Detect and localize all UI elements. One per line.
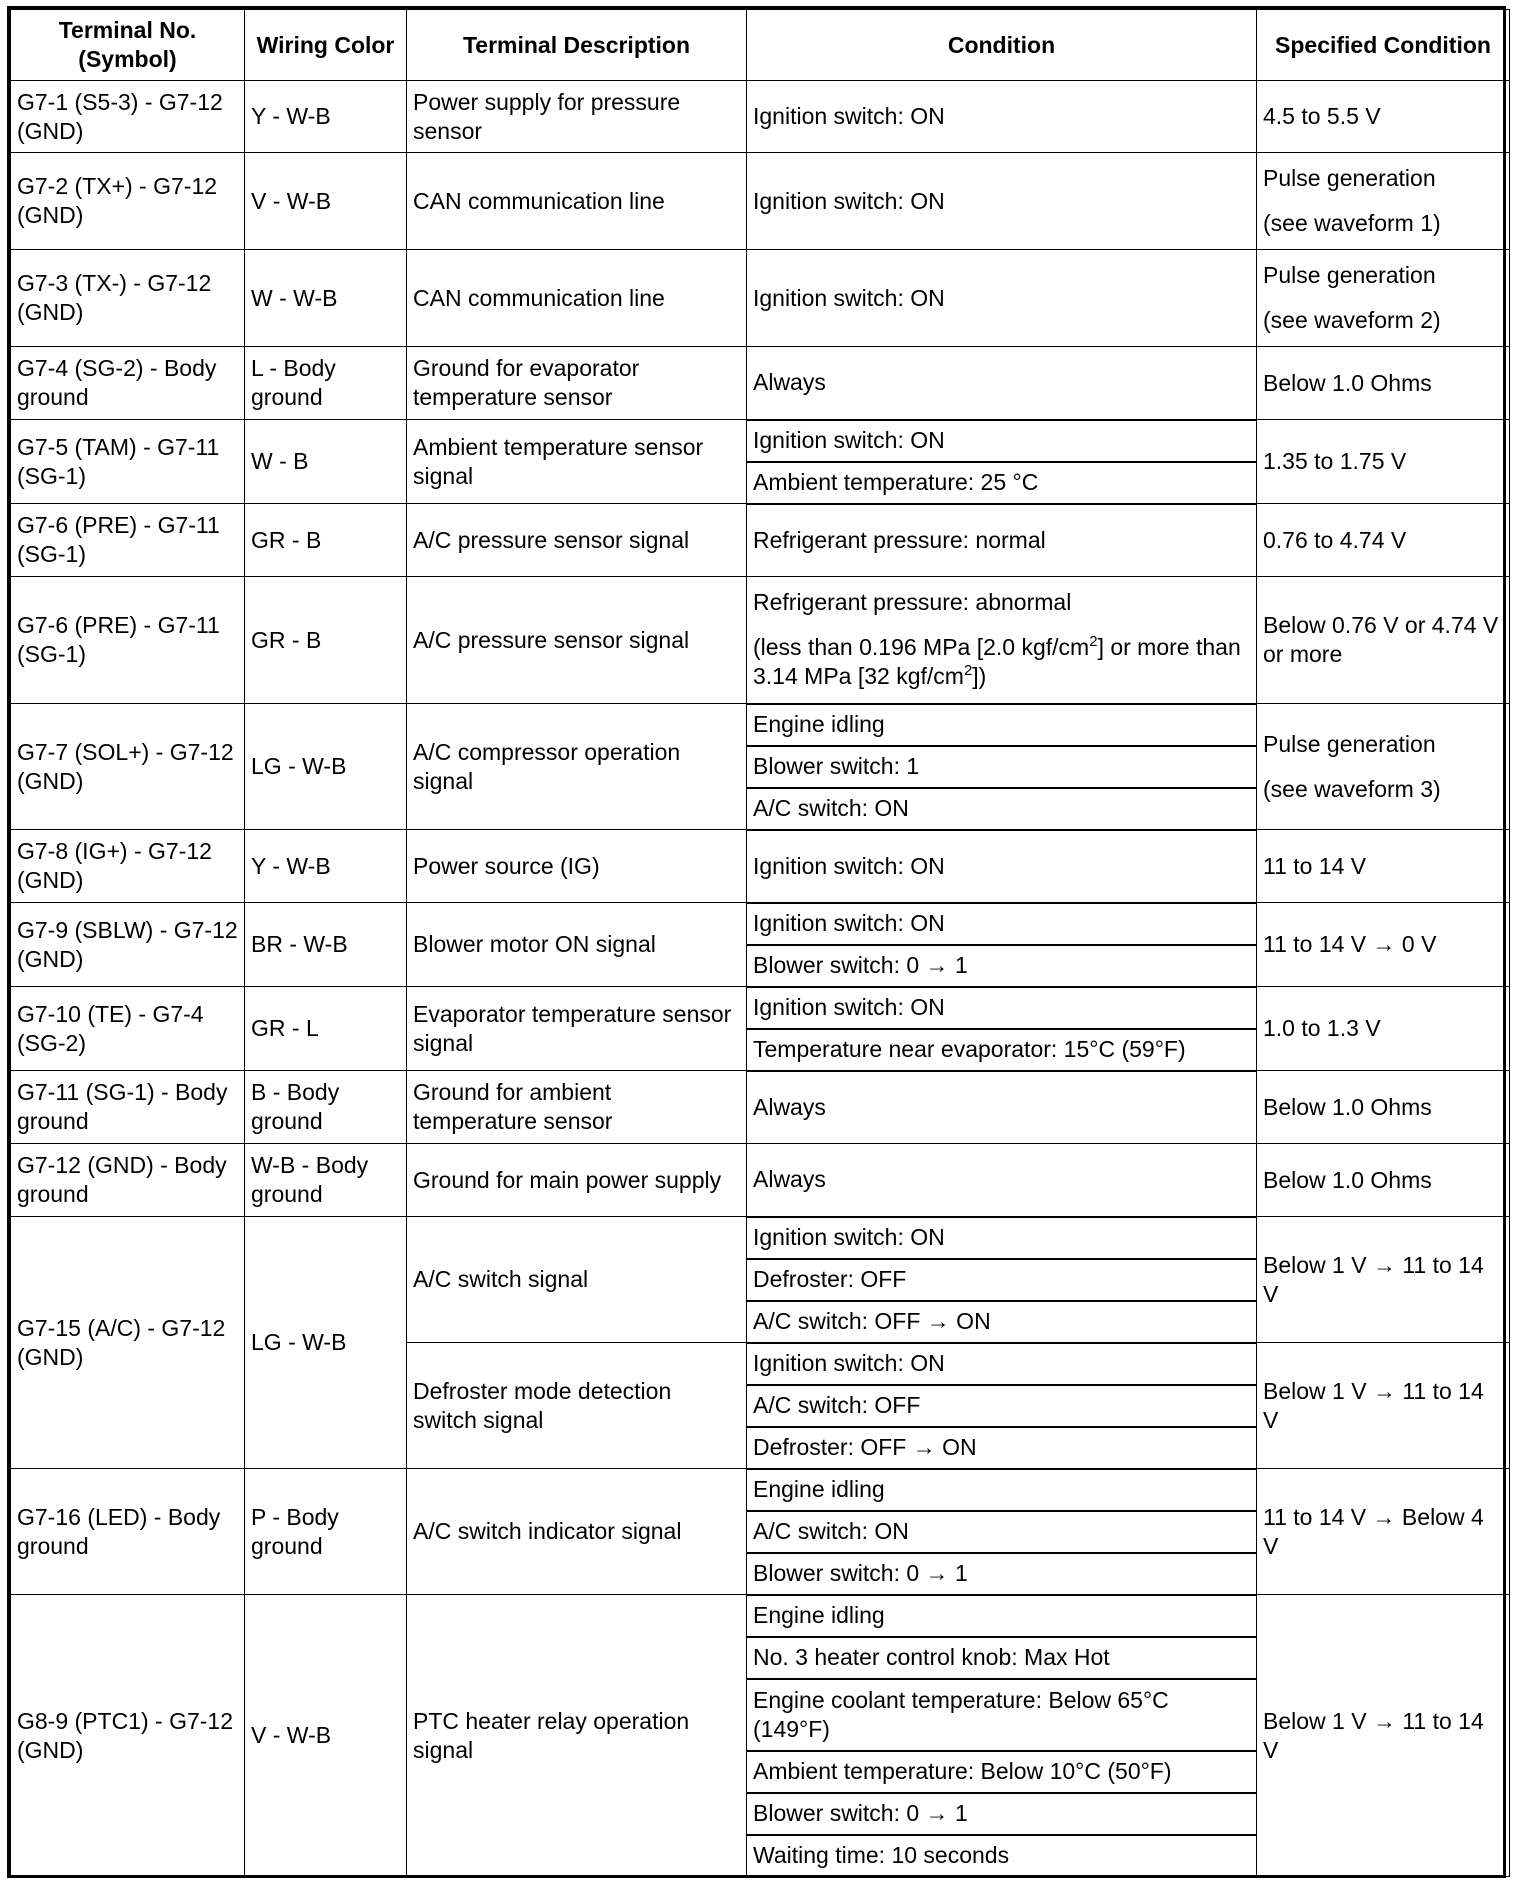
specified-note: (see waveform 1) (1263, 210, 1441, 236)
condition-cell: Blower switch: 0 → 1 (747, 1553, 1257, 1595)
condition-cell: Always (747, 1144, 1257, 1217)
specified-cell (1257, 250, 1510, 347)
specified-cell: Below 1.0 Ohms (1257, 1144, 1510, 1217)
condition-cell: No. 3 heater control knob: Max Hot (747, 1637, 1257, 1679)
terminal-cell: G7-9 (SBLW) - G7-12 (GND) (11, 903, 245, 987)
condition-cell: Ambient temperature: 25 °C (747, 462, 1257, 504)
condition-cell: Ignition switch: ON (747, 903, 1257, 945)
description-cell: Power source (IG) (407, 830, 747, 903)
description-cell: Power supply for pressure sensor (407, 81, 747, 153)
specified-cell: 11 to 14 V → 0 V (1257, 903, 1510, 987)
description-cell: A/C pressure sensor signal (407, 504, 747, 577)
table-header-row (11, 10, 1510, 81)
table-row (11, 704, 1510, 746)
specified-cell: 4.5 to 5.5 V (1257, 81, 1510, 153)
condition-cell: Ignition switch: ON (747, 1343, 1257, 1385)
condition-cell: Ignition switch: ON (747, 153, 1257, 250)
description-cell: Evaporator temperature sensor signal (407, 987, 747, 1071)
condition-line: Refrigerant pressure: abnormal (753, 589, 1072, 616)
table-row (11, 577, 1510, 704)
specified-cell: 0.76 to 4.74 V (1257, 504, 1510, 577)
condition-cell: Ignition switch: ON (747, 830, 1257, 903)
wiring-cell: GR - B (245, 577, 407, 704)
terminal-cell: G7-11 (SG-1) - Body ground (11, 1071, 245, 1144)
condition-cell: Ignition switch: ON (747, 250, 1257, 347)
range-text-a: (less than 0.196 MPa [2.0 kgf/cm (753, 634, 1090, 661)
range-text-b: ] or more than 3.14 MPa [32 kgf/cm (753, 634, 1241, 690)
specified-cell: Below 1.0 Ohms (1257, 347, 1510, 420)
specified-cell: 11 to 14 V → Below 4 V (1257, 1469, 1510, 1595)
condition-cell: Temperature near evaporator: 15°C (59°F) (747, 1029, 1257, 1071)
specified-value: Pulse generation (1263, 730, 1436, 757)
description-cell: PTC heater relay operation signal (407, 1595, 747, 1877)
terminal-cell: G8-9 (PTC1) - G7-12 (GND) (11, 1595, 245, 1877)
description-cell: A/C switch signal (407, 1217, 747, 1343)
specified-cell (1257, 704, 1510, 830)
condition-cell: Blower switch: 1 (747, 746, 1257, 788)
condition-cell: Refrigerant pressure: normal (747, 504, 1257, 577)
wiring-cell: W - W-B (245, 250, 407, 347)
wiring-cell: B - Body ground (245, 1071, 407, 1144)
superscript-2: 2 (963, 662, 973, 680)
wiring-cell: GR - L (245, 987, 407, 1071)
wiring-cell: P - Body ground (245, 1469, 407, 1595)
specified-cell: Below 1 V → 11 to 14 V (1257, 1217, 1510, 1343)
condition-cell: Ignition switch: ON (747, 987, 1257, 1029)
specified-cell: 11 to 14 V (1257, 830, 1510, 903)
description-cell: Ambient temperature sensor signal (407, 420, 747, 504)
specified-cell: 1.35 to 1.75 V (1257, 420, 1510, 504)
terminal-cell: G7-3 (TX-) - G7-12 (GND) (11, 250, 245, 347)
description-cell: CAN communication line (407, 250, 747, 347)
description-cell: A/C compressor operation signal (407, 704, 747, 830)
table-row (11, 250, 1510, 347)
condition-cell: Ignition switch: ON (747, 1217, 1257, 1259)
condition-cell: Ambient temperature: Below 10°C (50°F) (747, 1751, 1257, 1793)
condition-cell: A/C switch: OFF → ON (747, 1301, 1257, 1343)
specified-cell (1257, 153, 1510, 250)
header-terminal-line2: (Symbol) (78, 46, 177, 72)
header-terminal-description: Terminal Description (407, 10, 747, 81)
specified-cell: Below 1.0 Ohms (1257, 1071, 1510, 1144)
terminal-cell: G7-8 (IG+) - G7-12 (GND) (11, 830, 245, 903)
terminal-cell: G7-5 (TAM) - G7-11 (SG-1) (11, 420, 245, 504)
table-row (11, 1217, 1510, 1259)
terminal-cell: G7-12 (GND) - Body ground (11, 1144, 245, 1217)
description-cell: Blower motor ON signal (407, 903, 747, 987)
table-row (11, 81, 1510, 153)
table-row (11, 903, 1510, 945)
wiring-cell: BR - W-B (245, 903, 407, 987)
table-row (11, 987, 1510, 1029)
condition-cell: Engine idling (747, 1595, 1257, 1637)
condition-cell: Blower switch: 0 → 1 (747, 945, 1257, 987)
table-row (11, 153, 1510, 250)
wiring-cell: LG - W-B (245, 704, 407, 830)
terminal-spec-sheet (7, 6, 1506, 1878)
specified-note: (see waveform 3) (1263, 775, 1441, 802)
terminal-cell: G7-7 (SOL+) - G7-12 (GND) (11, 704, 245, 830)
wiring-cell: GR - B (245, 504, 407, 577)
description-cell: Ground for ambient temperature sensor (407, 1071, 747, 1144)
description-cell: A/C pressure sensor signal (407, 577, 747, 704)
header-terminal-line1: Terminal No. (58, 17, 197, 43)
wiring-cell: W-B - Body ground (245, 1144, 407, 1217)
wiring-cell: L - Body ground (245, 347, 407, 420)
specified-cell: Below 0.76 V or 4.74 V or more (1257, 577, 1510, 704)
superscript-2: 2 (1089, 633, 1098, 651)
condition-cell: A/C switch: ON (747, 788, 1257, 830)
specified-note: (see waveform 2) (1263, 307, 1441, 333)
table-row (11, 420, 1510, 462)
condition-cell: Defroster: OFF → ON (747, 1427, 1257, 1469)
description-cell: Ground for evaporator temperature sensor (407, 347, 747, 420)
table-row (11, 1144, 1510, 1217)
wiring-cell: V - W-B (245, 153, 407, 250)
table-row (11, 1469, 1510, 1511)
terminal-cell: G7-10 (TE) - G7-4 (SG-2) (11, 987, 245, 1071)
header-wiring-color: Wiring Color (245, 10, 407, 81)
table-row (11, 347, 1510, 420)
table-row (11, 504, 1510, 577)
condition-cell: Engine coolant temperature: Below 65°C (149°F) (747, 1679, 1257, 1751)
table-row (11, 1071, 1510, 1144)
table-row (11, 1595, 1510, 1637)
range-text-c: ]) (972, 663, 987, 690)
wiring-cell: Y - W-B (245, 830, 407, 903)
wiring-cell: W - B (245, 420, 407, 504)
condition-range-note (753, 633, 1250, 691)
terminal-cell: G7-1 (S5-3) - G7-12 (GND) (11, 81, 245, 153)
specified-cell: Below 1 V → 11 to 14 V (1257, 1343, 1510, 1469)
terminal-cell: G7-4 (SG-2) - Body ground (11, 347, 245, 420)
specified-cell: 1.0 to 1.3 V (1257, 987, 1510, 1071)
specified-value: Pulse generation (1263, 165, 1436, 191)
terminal-cell: G7-2 (TX+) - G7-12 (GND) (11, 153, 245, 250)
description-cell: A/C switch indicator signal (407, 1469, 747, 1595)
condition-cell: A/C switch: ON (747, 1511, 1257, 1553)
description-cell: Defroster mode detection switch signal (407, 1343, 747, 1469)
wiring-cell: Y - W-B (245, 81, 407, 153)
condition-cell: Engine idling (747, 704, 1257, 746)
condition-cell: Waiting time: 10 seconds (747, 1835, 1257, 1877)
condition-cell: Always (747, 347, 1257, 420)
terminal-cell: G7-15 (A/C) - G7-12 (GND) (11, 1217, 245, 1469)
wiring-cell: LG - W-B (245, 1217, 407, 1469)
table-row (11, 830, 1510, 903)
terminal-cell: G7-6 (PRE) - G7-11 (SG-1) (11, 577, 245, 704)
header-terminal (11, 10, 245, 81)
condition-cell: Always (747, 1071, 1257, 1144)
description-cell: Ground for main power supply (407, 1144, 747, 1217)
specified-value: Pulse generation (1263, 262, 1436, 288)
condition-cell: Blower switch: 0 → 1 (747, 1793, 1257, 1835)
condition-cell: Engine idling (747, 1469, 1257, 1511)
condition-cell: Ignition switch: ON (747, 81, 1257, 153)
terminal-cell: G7-16 (LED) - Body ground (11, 1469, 245, 1595)
description-cell: CAN communication line (407, 153, 747, 250)
condition-cell: Defroster: OFF (747, 1259, 1257, 1301)
terminal-cell: G7-6 (PRE) - G7-11 (SG-1) (11, 504, 245, 577)
header-condition: Condition (747, 10, 1257, 81)
condition-cell: Ignition switch: ON (747, 420, 1257, 462)
condition-cell: A/C switch: OFF (747, 1385, 1257, 1427)
condition-cell (747, 577, 1257, 704)
wiring-cell: V - W-B (245, 1595, 407, 1877)
specified-cell: Below 1 V → 11 to 14 V (1257, 1595, 1510, 1877)
header-specified-condition: Specified Condition (1257, 10, 1510, 81)
terminal-specification-table (10, 9, 1510, 1878)
